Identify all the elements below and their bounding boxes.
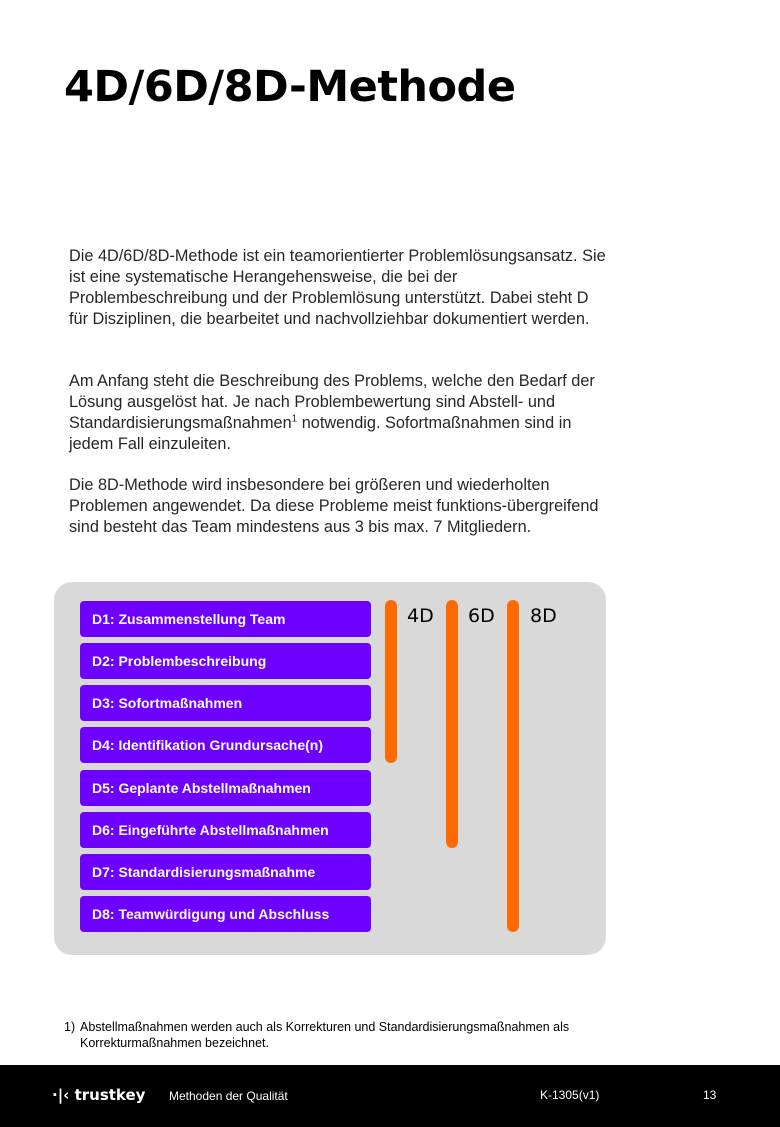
document-code: K-1305(v1): [540, 1088, 600, 1102]
step-d6: D6: Eingeführte Abstellmaßnahmen: [80, 812, 371, 848]
step-d2: D2: Problembeschreibung: [80, 643, 371, 679]
bar-4d: [385, 600, 397, 763]
problem-paragraph-text: Am Anfang steht die Beschreibung des Problems, welche den Bedarf der Lösung ausgelöst hat. Je nach Problembewertung sind Abstell- und Standardisierungsmaßnahmen: [69, 372, 595, 432]
bar-8d: [507, 600, 519, 932]
page-footer: [0, 1065, 780, 1127]
footnote-text: Abstellmaßnahmen werden auch als Korrekturen und Standardisierungsmaßnahmen als Korrekturmaßnahmen bezeichnet.: [80, 1020, 570, 1050]
step-d1: D1: Zusammenstellung Team: [80, 601, 371, 637]
problem-paragraph-text-end: notwendig. Sofortmaßnahmen sind in jedem Fall einzuleiten.: [69, 414, 572, 453]
team-paragraph: Die 8D-Methode wird insbesondere bei größeren und wiederholten Problemen angewendet. Da diese Probleme meist funktions-übergreifend sind besteht das Team mindestens aus 3 bis max. 7 Mitgliedern.: [69, 476, 599, 536]
footnote-reference: 1: [291, 413, 298, 425]
footnote: [64, 1019, 664, 1051]
step-d5: D5: Geplante Abstellmaßnahmen: [80, 770, 371, 806]
label-6d: 6D: [468, 605, 495, 627]
step-d3: D3: Sofortmaßnahmen: [80, 685, 371, 721]
label-4d: 4D: [407, 605, 434, 627]
step-d8: D8: Teamwürdigung und Abschluss: [80, 896, 371, 932]
page-number: 13: [703, 1088, 717, 1102]
footnote-number: 1): [64, 1020, 76, 1034]
bar-6d: [446, 600, 458, 848]
problem-paragraph: [69, 371, 609, 455]
label-8d: 8D: [530, 605, 557, 627]
step-d4: D4: Identifikation Grundursache(n): [80, 727, 371, 763]
page-title: 4D/6D/8D-Methode: [64, 62, 516, 112]
intro-paragraph: Die 4D/6D/8D-Methode ist ein teamorientierter Problemlösungsansatz. Sie ist eine systematische Herangehensweise, die bei der Problembeschreibung und der Problemlösung unterstützt. Dabei steht D für Disziplinen, die bearbeitet und nachvollziehbar dokumentiert werden.: [69, 247, 606, 328]
footer-title: Methoden der Qualität: [169, 1089, 288, 1103]
trustkey-logo: ·|‹ trustkey: [52, 1086, 146, 1104]
step-d7: D7: Standardisierungsmaßnahme: [80, 854, 371, 890]
